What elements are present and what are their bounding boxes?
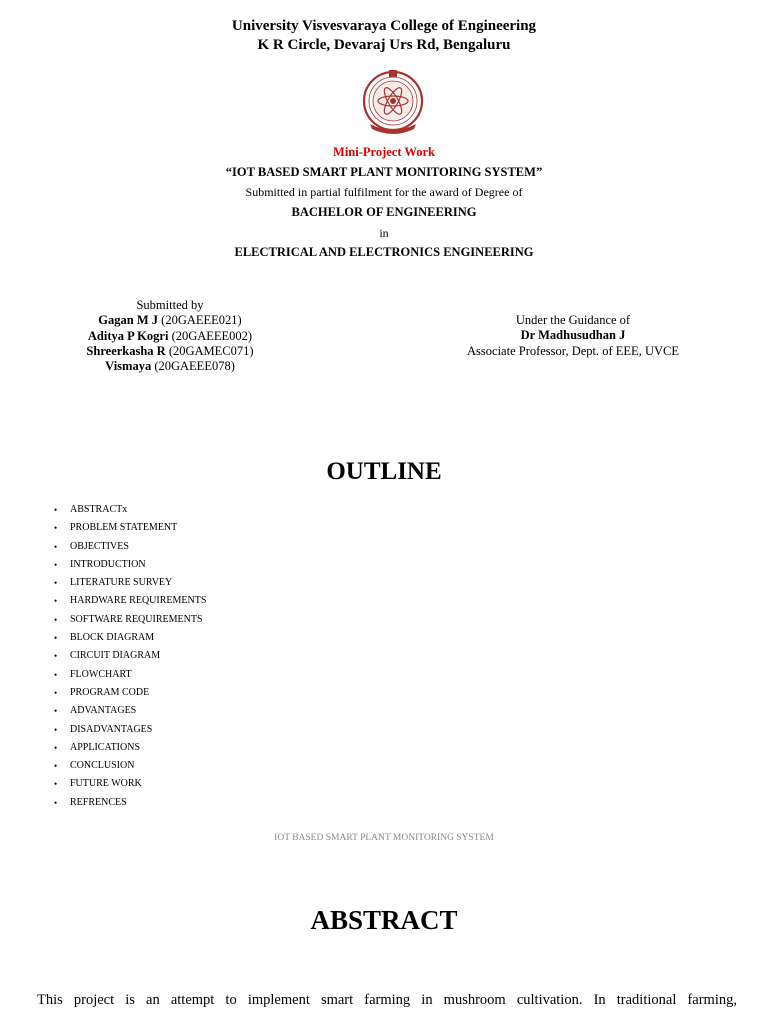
- student-name: Shreerkasha R: [86, 343, 166, 358]
- outline-item-label: BLOCK DIAGRAM: [70, 632, 155, 644]
- student-entry: [40, 359, 300, 374]
- outline-item-label: OBJECTIVES: [70, 540, 129, 552]
- student-usn: (20GAEEE021): [158, 313, 242, 328]
- bullet-icon: •: [54, 724, 58, 735]
- student-usn: (20GAEEE078): [151, 359, 235, 374]
- mini-project-label: Mini-Project Work: [333, 145, 435, 159]
- outline-item-label: PROBLEM STATEMENT: [70, 522, 178, 534]
- submitted-by-block: [40, 298, 300, 374]
- list-item: [54, 797, 206, 815]
- guide-name: Dr Madhusudhan J: [520, 328, 626, 343]
- outline-item-label: SOFTWARE REQUIREMENTS: [70, 613, 203, 625]
- bullet-icon: •: [54, 541, 58, 552]
- institution-name: University Visvesvaraya College of Engineering: [231, 18, 537, 34]
- bullet-icon: •: [54, 706, 58, 717]
- outline-item-label: FUTURE WORK: [70, 778, 142, 790]
- bullet-icon: •: [54, 614, 58, 625]
- outline-list: [54, 504, 206, 815]
- bullet-icon: •: [54, 779, 58, 790]
- student-usn: (20GAMEC071): [165, 343, 254, 358]
- bullet-icon: •: [54, 651, 58, 662]
- student-name: Gagan M J: [98, 313, 159, 328]
- outline-item-label: LITERATURE SURVEY: [70, 577, 173, 589]
- list-item: [54, 760, 206, 778]
- outline-item-label: DISADVANTAGES: [70, 723, 153, 735]
- department-name: ELECTRICAL AND ELECTRONICS ENGINEERING: [234, 245, 534, 259]
- student-name: Vismaya: [105, 359, 152, 374]
- student-entry: [40, 329, 300, 344]
- list-item: [54, 522, 206, 540]
- outline-item-label: INTRODUCTION: [70, 558, 146, 570]
- student-entry: [40, 344, 300, 359]
- list-item: [54, 541, 206, 559]
- list-item: [54, 705, 206, 723]
- degree-name: BACHELOR OF ENGINEERING: [291, 205, 477, 219]
- list-item: [54, 778, 206, 796]
- outline-item-label: ABSTRACTx: [70, 504, 128, 515]
- in-word: in: [379, 226, 389, 240]
- bullet-icon: •: [54, 505, 58, 515]
- running-footer: IOT BASED SMART PLANT MONITORING SYSTEM: [274, 833, 494, 843]
- bullet-icon: •: [54, 633, 58, 644]
- guidance-label: Under the Guidance of: [515, 313, 631, 327]
- university-emblem-icon: [358, 68, 428, 134]
- bullet-icon: •: [54, 797, 58, 808]
- bullet-icon: •: [54, 669, 58, 680]
- abstract-text: This project is an attempt to implement smart farming in mushroom cultivation. In traditional farming,: [37, 992, 737, 1008]
- student-entry: [40, 313, 300, 328]
- list-item: [54, 742, 206, 760]
- guide-designation: Associate Professor, Dept. of EEE, UVCE: [467, 343, 679, 358]
- bullet-icon: •: [54, 596, 58, 607]
- list-item: [54, 559, 206, 577]
- student-name: Aditya P Kogri: [87, 328, 169, 343]
- outline-item-label: PROGRAM CODE: [70, 686, 150, 698]
- project-title: “IOT BASED SMART PLANT MONITORING SYSTEM”: [225, 165, 543, 179]
- bullet-icon: •: [54, 523, 58, 534]
- outline-heading: OUTLINE: [326, 458, 442, 485]
- outline-item-label: ADVANTAGES: [70, 705, 137, 717]
- list-item: [54, 614, 206, 632]
- guidance-block: [445, 313, 701, 359]
- abstract-heading: ABSTRACT: [310, 905, 458, 935]
- list-item: [54, 687, 206, 705]
- student-usn: (20GAEEE002): [168, 328, 253, 343]
- submission-note: Submitted in partial fulfilment for the award of Degree of: [245, 185, 523, 199]
- bullet-icon: •: [54, 559, 58, 570]
- bullet-icon: •: [54, 578, 58, 589]
- list-item: [54, 504, 206, 522]
- outline-item-label: REFRENCES: [70, 796, 127, 808]
- outline-item-label: CIRCUIT DIAGRAM: [70, 650, 161, 662]
- bullet-icon: •: [54, 742, 58, 753]
- list-item: [54, 577, 206, 595]
- bullet-icon: •: [54, 687, 58, 698]
- outline-item-label: CONCLUSION: [70, 760, 135, 772]
- submitted-by-label: Submitted by: [136, 298, 204, 312]
- institution-address: K R Circle, Devaraj Urs Rd, Bengaluru: [257, 37, 511, 53]
- outline-item-label: FLOWCHART: [70, 668, 132, 680]
- outline-item-label: APPLICATIONS: [70, 741, 141, 753]
- outline-item-label: HARDWARE REQUIREMENTS: [70, 595, 207, 607]
- list-item: [54, 632, 206, 650]
- bullet-icon: •: [54, 761, 58, 772]
- list-item: [54, 669, 206, 687]
- list-item: [54, 595, 206, 613]
- list-item: [54, 724, 206, 742]
- list-item: [54, 650, 206, 668]
